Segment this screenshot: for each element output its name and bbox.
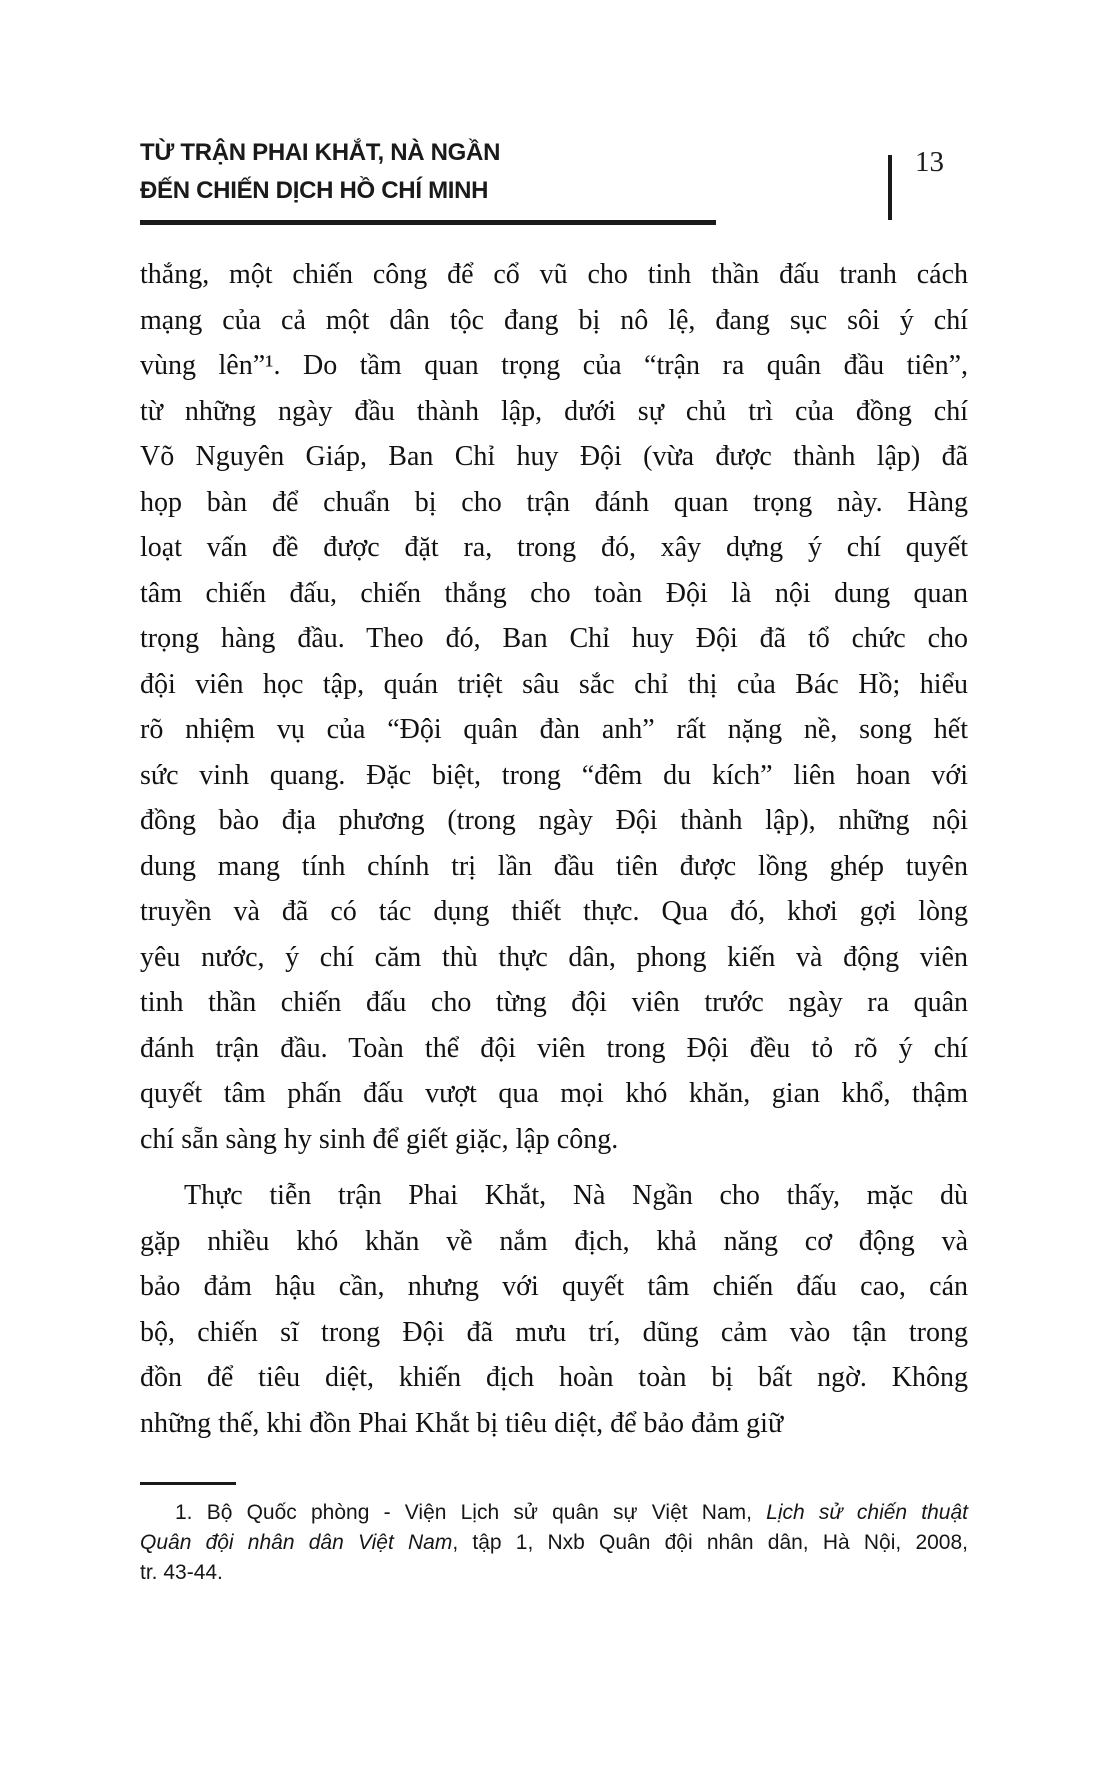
text-line: từ những ngày đầu thành lập, dưới sự chủ trì của đồng chí (140, 395, 968, 427)
body-text (140, 252, 968, 1446)
text-line: sức vinh quang. Đặc biệt, trong “đêm du kích” liên hoan với (140, 759, 968, 791)
running-header-line1: TỪ TRẬN PHAI KHẮT, NÀ NGẦN (140, 139, 501, 166)
text-line: đồng bào địa phương (trong ngày Đội thành lập), những nội (140, 805, 968, 836)
text-line: trọng hàng đầu. Theo đó, Ban Chỉ huy Đội đã tổ chức cho (140, 623, 968, 654)
footnote-line (140, 1558, 968, 1588)
text-line: Thực tiễn trận Phai Khắt, Nà Ngần cho thấy, mặc dù (184, 1180, 968, 1211)
text-line: thắng, một chiến công để cổ vũ cho tinh thần đấu tranh cách (140, 259, 968, 290)
text-line: truyền và đã có tác dụng thiết thực. Qua đó, khơi gợi lòng (140, 896, 968, 927)
text-line: quyết tâm phấn đấu vượt qua mọi khó khăn, gian khổ, thậm (140, 1078, 968, 1109)
paragraph (140, 252, 968, 1162)
running-header-line2: ĐẾN CHIẾN DỊCH HỒ CHÍ MINH (140, 177, 489, 204)
footnote-line (140, 1528, 968, 1558)
text-line: gặp nhiều khó khăn về nắm địch, khả năng cơ động và (140, 1225, 968, 1257)
footnote-line (140, 1498, 968, 1528)
text-line: yêu nước, ý chí căm thù thực dân, phong kiến và động viên (140, 941, 968, 973)
text-line: họp bàn để chuẩn bị cho trận đánh quan trọng này. Hàng (140, 486, 968, 518)
footnote-lines (140, 1498, 968, 1588)
footnote-citation-title: Quân đội nhân dân Việt Nam (140, 1531, 453, 1554)
footnote-text: , tập 1, Nxb Quân đội nhân dân, Hà Nội, 2008, (452, 1531, 968, 1554)
text-line: chí sẵn sàng hy sinh để giết giặc, lập công. (140, 1123, 619, 1155)
text-line: bộ, chiến sĩ trong Đội đã mưu trí, dũng cảm vào tận trong (140, 1316, 968, 1348)
text-line: tâm chiến đấu, chiến thắng cho toàn Đội là nội dung quan (140, 577, 968, 609)
text-line: những thế, khi đồn Phai Khắt bị tiêu diệt, để bảo đảm giữ (140, 1407, 784, 1439)
footnote-text: tr. 43-44. (140, 1561, 223, 1584)
footnote-text: 1. Bộ Quốc phòng - Viện Lịch sử quân sự Việt Nam, (175, 1501, 767, 1524)
footnote-citation-title: Lịch sử chiến thuật (766, 1501, 968, 1524)
text-line: rõ nhiệm vụ của “Đội quân đàn anh” rất nặng nề, song hết (140, 714, 968, 745)
footnote-rule (140, 1482, 236, 1485)
text-line: dung mang tính chính trị lần đầu tiên được lồng ghép tuyên (140, 850, 968, 882)
paragraph (140, 1173, 968, 1446)
text-line: mạng của cả một dân tộc đang bị nô lệ, đang sục sôi ý chí (140, 304, 968, 336)
header-rule (140, 220, 716, 225)
text-line: bảo đảm hậu cần, nhưng với quyết tâm chiến đấu cao, cán (140, 1271, 968, 1302)
text-line: loạt vấn đề được đặt ra, trong đó, xây dựng ý chí quyết (140, 532, 968, 563)
page-number: 13 (915, 146, 944, 178)
text-line: Võ Nguyên Giáp, Ban Chỉ huy Đội (vừa được thành lập) đã (140, 441, 968, 472)
text-line: tinh thần chiến đấu cho từng đội viên trước ngày ra quân (140, 987, 968, 1018)
running-header (140, 134, 500, 210)
text-line: đánh trận đầu. Toàn thể đội viên trong Đội đều tỏ rõ ý chí (140, 1032, 968, 1064)
text-line: đội viên học tập, quán triệt sâu sắc chỉ thị của Bác Hồ; hiểu (140, 668, 968, 700)
footnote (140, 1482, 968, 1588)
text-line: vùng lên”¹. Do tầm quan trọng của “trận ra quân đầu tiên”, (140, 350, 968, 381)
page-number-divider (888, 155, 892, 220)
text-line: đồn để tiêu diệt, khiến địch hoàn toàn bị bất ngờ. Không (140, 1362, 968, 1393)
